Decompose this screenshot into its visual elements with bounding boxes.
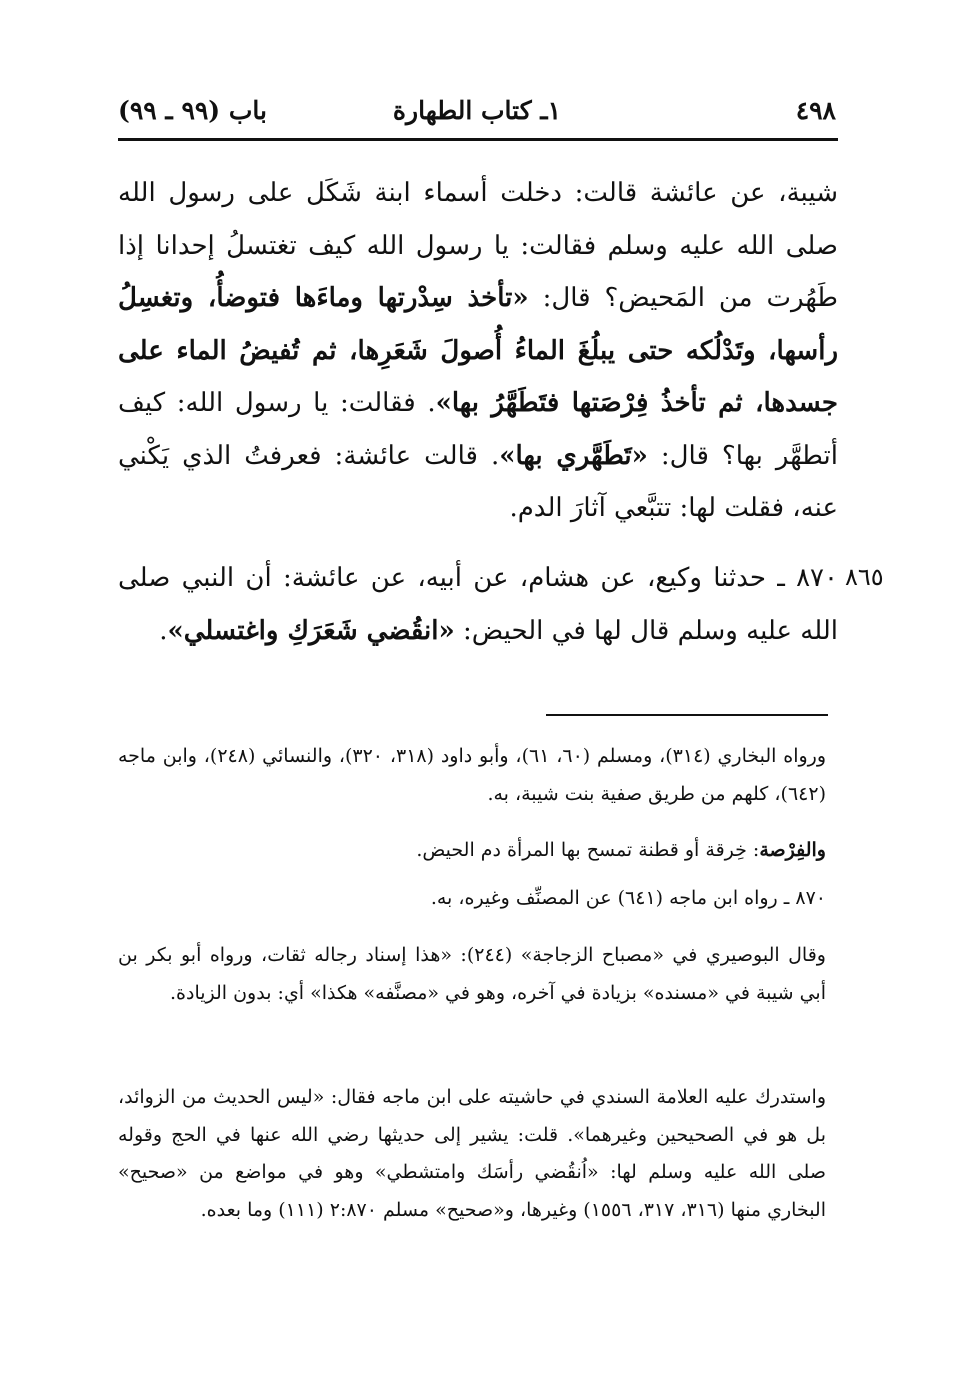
chapter-title: باب (٩٩ ـ ٩٩): [118, 96, 267, 125]
footnote: ٨٧٠ ـ رواه ابن ماجه (٦٤١) عن المصنِّف وغيره، به.: [430, 887, 826, 909]
footnote: ورواه البخاري (٣١٤)، ومسلم (٦٠، ٦١)، وأبو داود (٣١٨، ٣٢٠)، والنسائي (٢٤٨)، وابن ماجه (٦٤٢)، كلهم من طريق صفية بنت شيبة، به.: [118, 745, 827, 805]
hadith-text-continued: [118, 167, 838, 535]
prophet-quote: «تَطَهَّري بها»: [499, 440, 648, 471]
header-divider: [118, 138, 838, 141]
text-segment: . قالت عائشة: فعرفتُ الذي يَكْني عنه، فقلت لها: تتبَّعي آثارَ الدم.: [118, 440, 838, 523]
prophet-quote: «تأخذ سِدْرتها وماءَها فتوضأُ، وتغسِلُ رأسها، وتَدْلُكه حتى يبلُغَ الماءُ أُصولَ شَعَرِها، ثم تُفيضُ الماء على جسدها، ثم تأخذُ فِرْصَتها فتَطَهَّرُ بها»: [118, 283, 839, 418]
text-segment: .: [159, 615, 168, 646]
glossary-definition: : خِرقة أو قطنة تمسح بها المرأة دم الحيض.: [416, 839, 760, 861]
page-number: ٤٩٨: [795, 96, 836, 125]
glossary-term: والفِرْصة: [759, 839, 826, 861]
footnote: [118, 832, 826, 870]
hadith-870: [118, 552, 838, 657]
footnote: واستدرك عليه العلامة السندي في حاشيته على ابن ماجه فقال: «ليس الحديث من الزوائد، بل هو في الصحيحين وغيرهما». قلت: يشير إلى حديثها رضي الله عنها في الحج وقوله صلى الله عليه وسلم لها: «اُنقُضي رأسَك وامتشطي» وهو في مواضع من «صحيح» البخاري منها (٣١٦، ٣١٧، ١٥٥٦) وغيرها، و«صحيح» مسلم ٢:٨٧٠ (١١١) وما بعده.: [118, 1086, 826, 1221]
prophet-quote: «انقُضي شَعَرَكِ واغتسلي»: [167, 615, 455, 646]
book-title: ١ـ كتاب الطهارة: [392, 96, 562, 125]
footnote: وقال البوصيري في «مصباح الزجاجة» (٢٤٤): «هذا إسناد رجاله ثقات، ورواه أبو بكر بن أبي شيبة في «مسنده» بزيادة في آخره، وهو في «مصنَّفه» هكذا» أي: بدون الزيادة.: [118, 944, 826, 1004]
text-segment: شيبة، عن عائشة قالت: دخلت أسماء ابنة شَكَل على رسول الله صلى الله عليه وسلم فقالت: يا رسول الله كيف تغتسلُ إحدانا إذا طَهُرت من المَحيض؟ قال:: [118, 178, 839, 313]
text-segment: . فقالت: يا رسول الله: كيف أتطهَّر بها؟ قال:: [118, 388, 838, 471]
footnote-divider: [546, 714, 828, 716]
hadith-number: ٨٦٥: [845, 563, 884, 591]
page-header: [118, 92, 836, 134]
text-segment: ٨٧٠ ـ حدثنا وكيع، عن هشام، عن أبيه، عن عائشة: أن النبي صلى الله عليه وسلم قال لها في الحيض:: [118, 563, 838, 646]
